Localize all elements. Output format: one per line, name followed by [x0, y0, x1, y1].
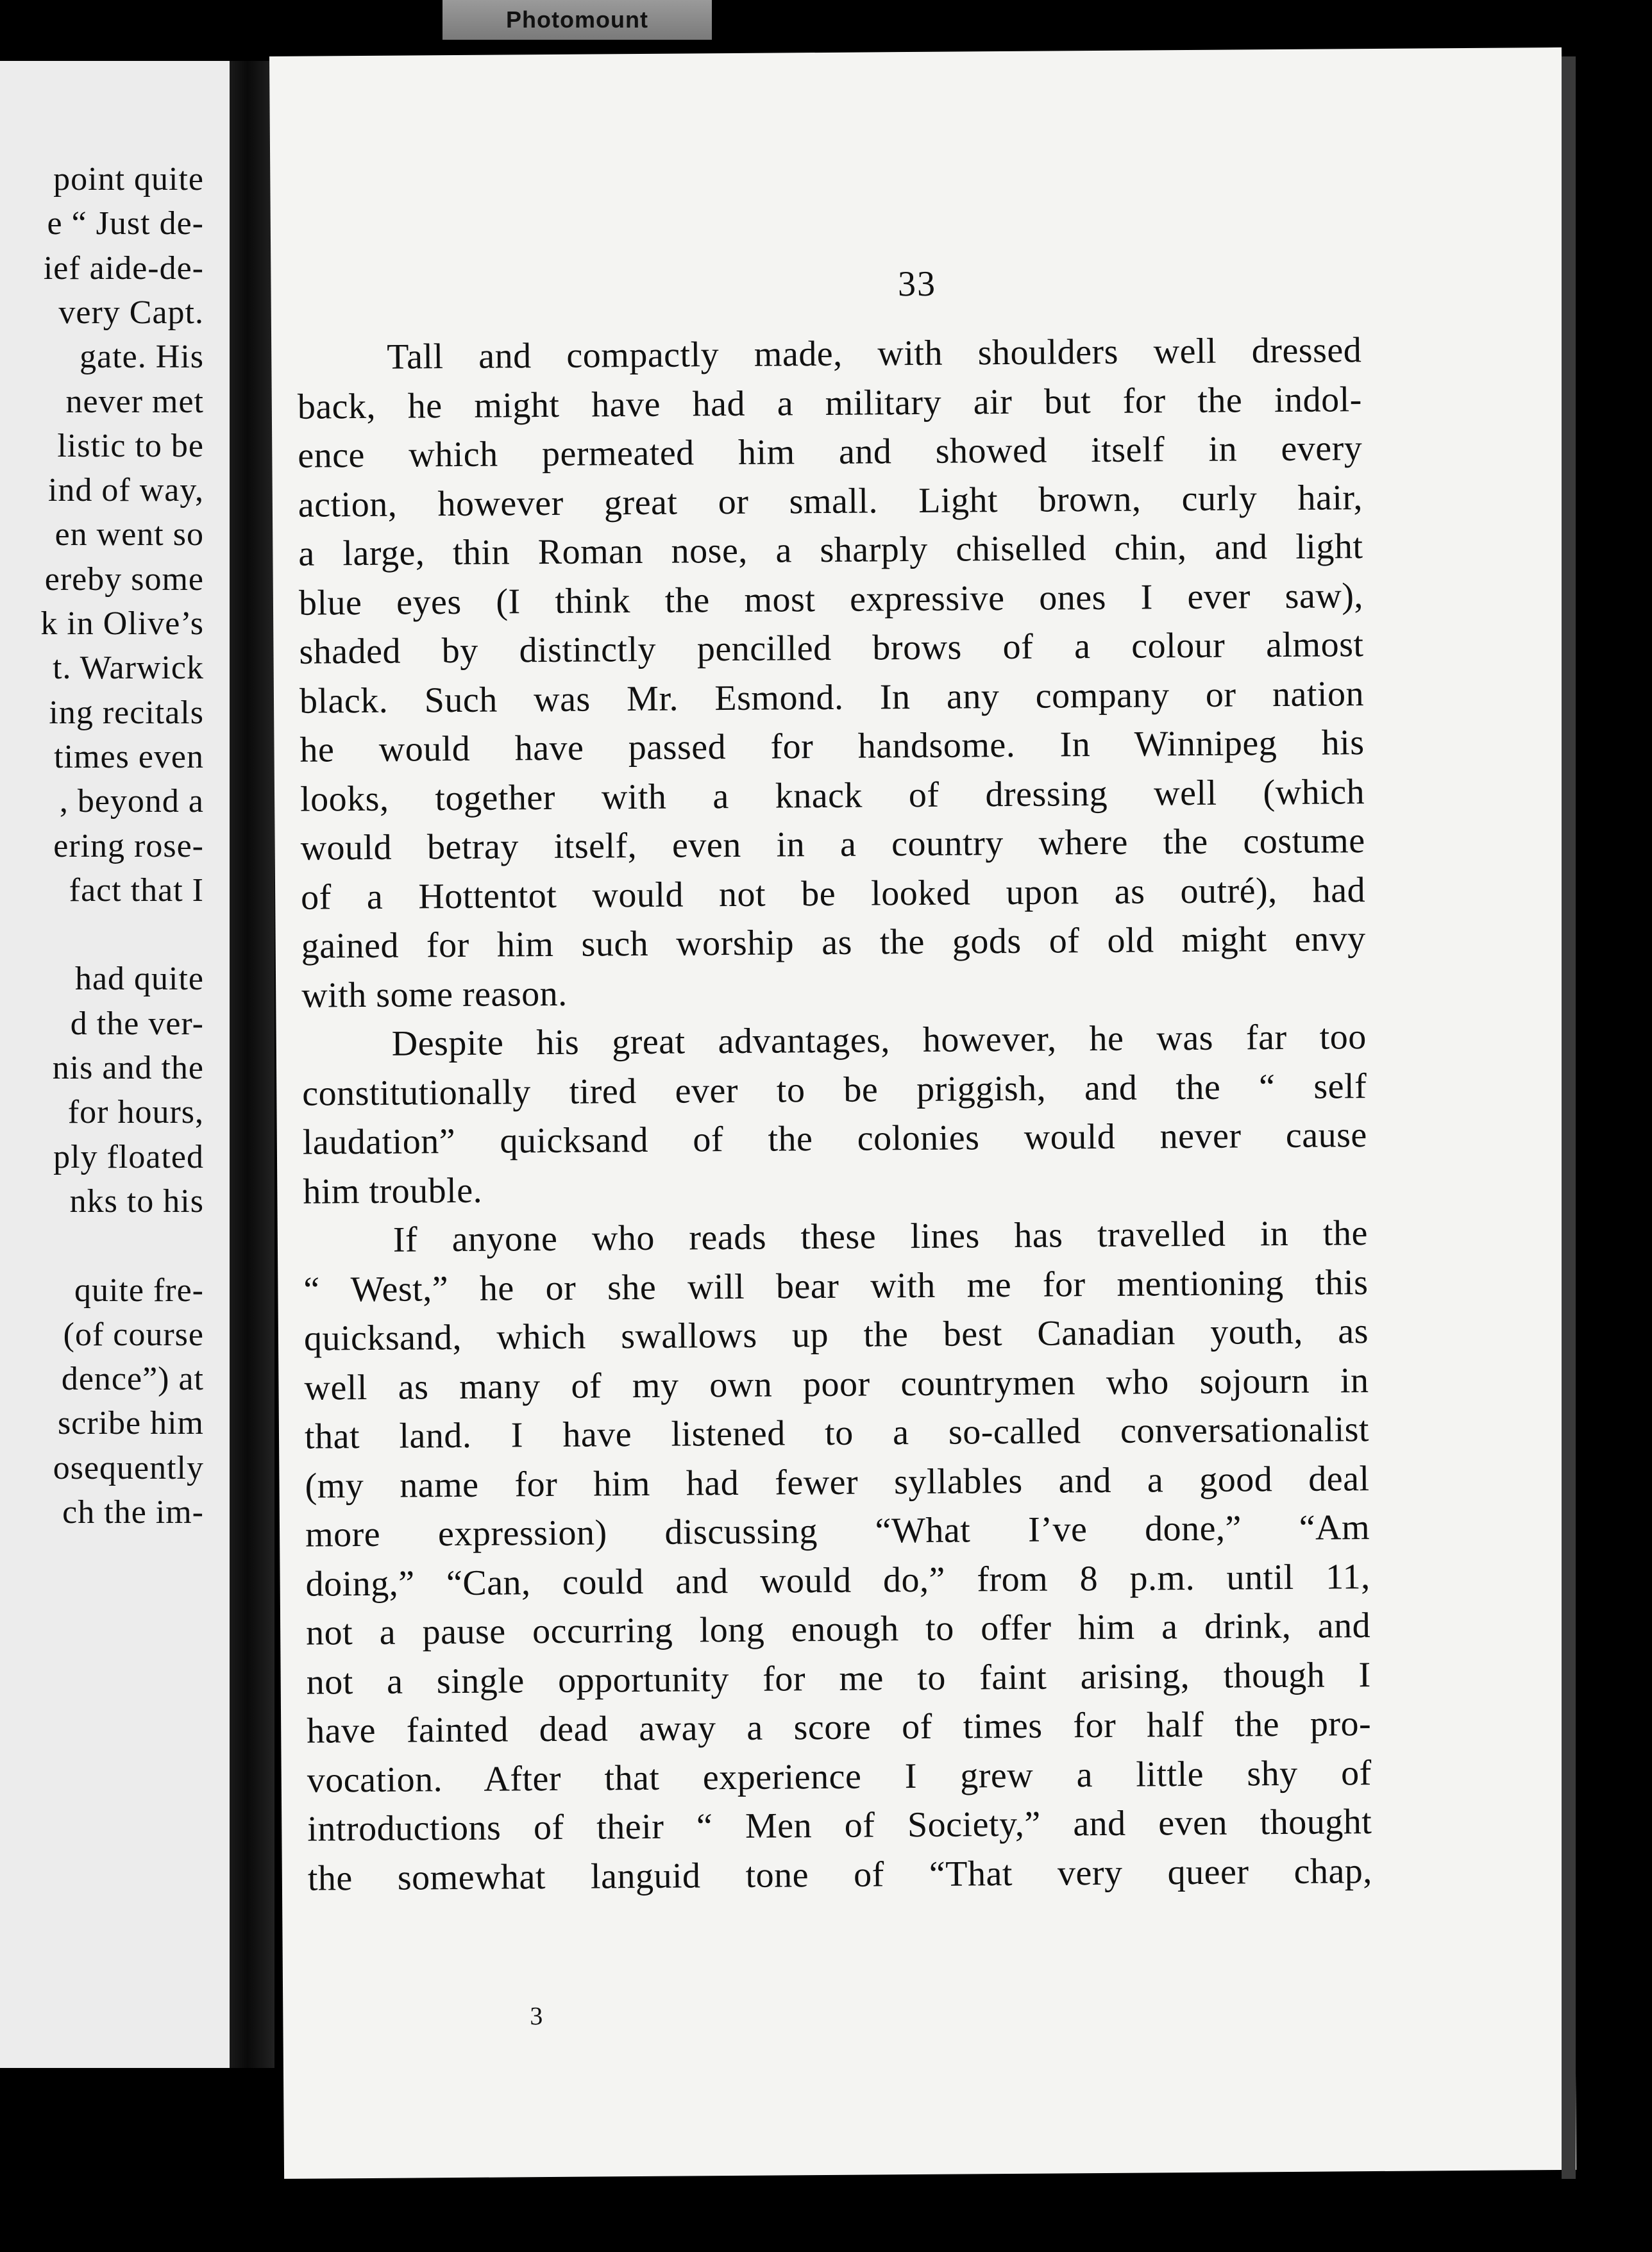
- text-line: he would have passed for handsome. In Winnipeg his: [299, 723, 1365, 770]
- left-page-line: ief aide-de-: [43, 249, 204, 287]
- left-page-line: nis and the: [52, 1050, 204, 1086]
- book-gutter: [230, 61, 274, 2068]
- left-page-line: en went so: [55, 516, 204, 553]
- left-page-line: had quite: [74, 961, 204, 998]
- text-line: that land. I have listened to a so-called conversationalist: [304, 1409, 1370, 1457]
- left-page-line: ereby some: [44, 560, 204, 598]
- text-line: back, he might have had a military air but for the indol-: [297, 379, 1362, 427]
- text-line: quicksand, which swallows up the best Canadian youth, as: [303, 1311, 1369, 1359]
- text-line: doing,” “Can, could and would do,” from 8 p.m. until 11,: [305, 1556, 1370, 1604]
- left-page-line: d the ver-: [70, 1005, 204, 1042]
- left-page-line: scribe him: [57, 1405, 204, 1442]
- text-line: constitutionally tired ever to be priggish, and the “ self: [302, 1066, 1367, 1114]
- left-page-line: ch the im-: [62, 1494, 204, 1531]
- text-line: action, however great or small. Light brown, curly hair,: [298, 477, 1363, 525]
- signature-mark: 3: [530, 2001, 543, 2031]
- left-page-line: ply floated: [53, 1138, 204, 1175]
- text-line: well as many of my own poor countrymen who sojourn in: [304, 1360, 1369, 1408]
- left-page-line: ering rose-: [53, 827, 204, 864]
- text-line: If anyone who reads these lines has travelled in the: [392, 1213, 1369, 1260]
- left-page-line: fact that I: [69, 871, 204, 909]
- text-line: black. Such was Mr. Esmond. In any company or nation: [299, 673, 1365, 721]
- text-line: not a pause occurring long enough to offer him a drink, and: [305, 1606, 1371, 1653]
- text-line: have fainted dead away a score of times for half the pro-: [307, 1704, 1372, 1751]
- text-line: with some reason.: [301, 973, 568, 1016]
- text-line: gained for him such worship as the gods of old might envy: [301, 919, 1366, 966]
- text-line: him trouble.: [303, 1170, 483, 1212]
- text-line: introductions of their “ Men of Society,” and even thought: [307, 1802, 1372, 1849]
- text-line: more expression) discussing “What I’ve done,” “Am: [305, 1508, 1370, 1555]
- text-line: a large, thin Roman nose, a sharply chiselled chin, and light: [298, 526, 1363, 574]
- text-line: ence which permeated him and showed itself in every: [298, 428, 1363, 476]
- text-line: (my name for him had fewer syllables and a good deal: [305, 1458, 1370, 1506]
- left-page-line: ing recitals: [49, 694, 204, 731]
- text-line: laudation” quicksand of the colonies would never cause: [302, 1115, 1368, 1163]
- text-line: would betray itself, even in a country where the costume: [300, 821, 1365, 868]
- text-line: vocation. After that experience I grew a little shy of: [307, 1752, 1372, 1801]
- text-line: “ West,” he or she will bear with me for mentioning this: [303, 1262, 1369, 1310]
- left-page-line: , beyond a: [59, 783, 204, 820]
- left-page-fragment: [0, 61, 230, 2068]
- left-page-line: gate. His: [80, 339, 204, 376]
- right-page: [269, 47, 1576, 2179]
- text-line: looks, together with a knack of dressing well (which: [299, 771, 1365, 819]
- text-line: the somewhat languid tone of “That very queer chap,: [307, 1851, 1373, 1899]
- text-line: of a Hottentot would not be looked upon as outré), had: [300, 870, 1366, 918]
- text-line: not a single opportunity for me to faint arising, though I: [306, 1654, 1371, 1702]
- page-edge: [1562, 56, 1576, 2179]
- left-page-line: times even: [54, 738, 204, 775]
- left-page-line: t. Warwick: [53, 650, 204, 687]
- left-page-line: osequently: [53, 1449, 204, 1486]
- left-page-line: point quite: [53, 161, 204, 197]
- page-number: 33: [897, 264, 937, 305]
- left-page-line: never met: [65, 383, 204, 420]
- left-page-line: e “ Just de-: [47, 205, 204, 242]
- text-line: shaded by distinctly pencilled brows of a colour almost: [299, 625, 1364, 672]
- left-page-line: listic to be: [57, 427, 204, 464]
- photomount-stamp: Photomount: [442, 0, 712, 40]
- text-line: blue eyes (I think the most expressive ones I ever saw),: [298, 575, 1364, 623]
- left-page-line: (of course: [63, 1316, 204, 1353]
- page-body-text: [297, 326, 1372, 1903]
- text-line: Despite his great advantages, however, he was far too: [391, 1017, 1367, 1064]
- text-line: Tall and compactly made, with shoulders well dressed: [387, 330, 1362, 377]
- left-page-line: quite fre-: [74, 1272, 204, 1309]
- left-page-line: dence”) at: [61, 1361, 204, 1398]
- left-page-line: k in Olive’s: [40, 605, 204, 642]
- left-page-line: nks to his: [69, 1182, 204, 1220]
- left-page-line: very Capt.: [58, 294, 204, 331]
- left-page-line: for hours,: [67, 1094, 204, 1131]
- left-page-line: ind of way,: [47, 472, 204, 509]
